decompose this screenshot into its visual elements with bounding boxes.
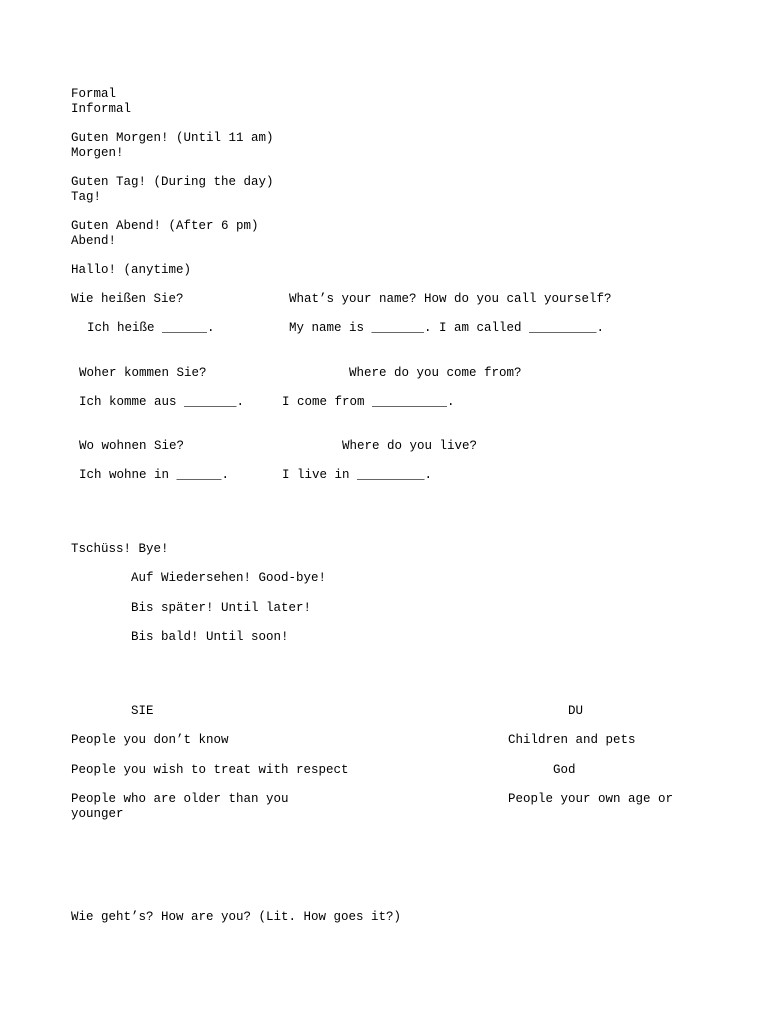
sie-item-respect: People you wish to treat with respect xyxy=(71,763,349,777)
farewell-tschuess: Tschüss! Bye! xyxy=(71,542,169,556)
question-residence-de: Wo wohnen Sie? xyxy=(79,439,185,453)
answer-origin-en: I come from __________. xyxy=(282,395,455,409)
answer-name-de: Ich heiße ______. xyxy=(87,321,215,335)
formal-heading: Formal xyxy=(71,87,117,101)
farewell-auf-wiedersehen: Auf Wiedersehen! Good-bye! xyxy=(131,571,327,585)
du-heading: DU xyxy=(568,704,584,718)
question-origin-en: Where do you come from? xyxy=(349,366,522,380)
greeting-formal-evening: Guten Abend! (After 6 pm) xyxy=(71,219,259,233)
greeting-formal-morning: Guten Morgen! (Until 11 am) xyxy=(71,131,274,145)
du-item-own-age: People your own age or xyxy=(508,792,674,806)
answer-origin-de: Ich komme aus _______. xyxy=(79,395,245,409)
question-name-en: What’s your name? How do you call yourself? xyxy=(289,292,612,306)
du-item-own-age-continuation: younger xyxy=(71,807,124,821)
greeting-informal-morning: Morgen! xyxy=(71,146,124,160)
answer-residence-en: I live in _________. xyxy=(282,468,433,482)
answer-residence-de: Ich wohne in ______. xyxy=(79,468,230,482)
greeting-formal-day: Guten Tag! (During the day) xyxy=(71,175,274,189)
question-origin-de: Woher kommen Sie? xyxy=(79,366,207,380)
farewell-bis-bald: Bis bald! Until soon! xyxy=(131,630,289,644)
farewell-bis-spaeter: Bis später! Until later! xyxy=(131,601,312,615)
informal-heading: Informal xyxy=(71,102,132,116)
greeting-informal-day: Tag! xyxy=(71,190,102,204)
question-residence-en: Where do you live? xyxy=(342,439,478,453)
how-are-you: Wie geht’s? How are you? (Lit. How goes it?) xyxy=(71,910,402,924)
sie-item-strangers: People you don’t know xyxy=(71,733,229,747)
du-item-children-pets: Children and pets xyxy=(508,733,636,747)
sie-heading: SIE xyxy=(131,704,154,718)
question-name-de: Wie heißen Sie? xyxy=(71,292,184,306)
sie-item-older: People who are older than you xyxy=(71,792,289,806)
du-item-god: God xyxy=(553,763,576,777)
greeting-hallo: Hallo! (anytime) xyxy=(71,263,192,277)
answer-name-en: My name is _______. I am called _________. xyxy=(289,321,605,335)
greeting-informal-evening: Abend! xyxy=(71,234,117,248)
